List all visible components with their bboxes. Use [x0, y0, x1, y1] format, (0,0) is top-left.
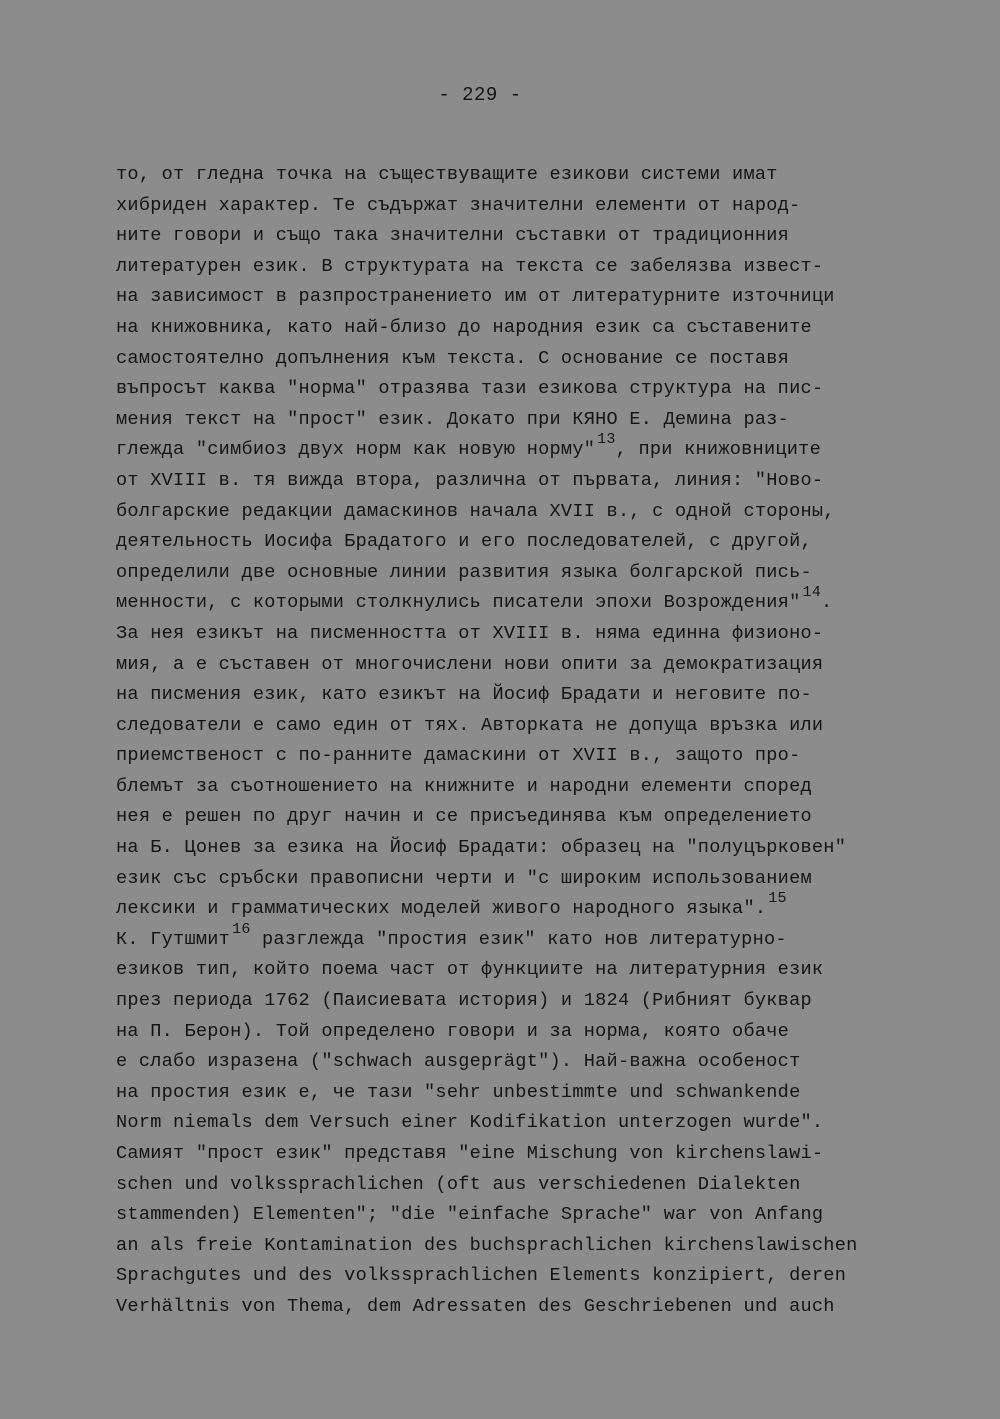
line-text: Verhältnis von Thema, dem Adressaten des Geschriebenen und auch — [116, 1295, 835, 1317]
text-line — [116, 1078, 900, 1109]
line-text: през периода 1762 (Паисиевата история) и 1824 (Рибният буквар — [116, 990, 812, 1012]
line-text: определили две основные линии развития языка болгарской пись- — [116, 561, 812, 583]
text-line — [116, 527, 900, 558]
line-text: деятельность Иосифа Брадатого и его последователей, с другой, — [116, 531, 812, 553]
text-line — [116, 1170, 900, 1201]
text-line — [116, 1139, 900, 1170]
text-line — [116, 584, 900, 619]
line-text: мия, а е съставен от многочислени нови опити за демократизация — [116, 653, 824, 675]
text-line — [116, 1047, 900, 1078]
text-line — [116, 405, 900, 436]
line-text: хибриден характер. Те съдържат значителни елементи от народ- — [116, 194, 801, 216]
line-text-continued: разглежда "простия език" като нов литературно- — [250, 928, 787, 950]
line-text: езиков тип, който поема част от функциите на литературния език — [116, 959, 824, 981]
text-line — [116, 313, 900, 344]
line-text: е слабо изразена ("schwach ausgeprägt"). Най-важна особеност — [116, 1051, 801, 1073]
footnote-marker: 16 — [232, 920, 251, 938]
line-text: на книжовника, като най-близо до народния език са съставените — [116, 316, 812, 338]
text-line — [116, 1261, 900, 1292]
footnote-marker: 14 — [802, 584, 821, 602]
text-line — [116, 650, 900, 681]
line-text: stammenden) Elementen"; "die "einfache Sprache" war von Anfang — [116, 1204, 824, 1226]
footnote-marker: 13 — [597, 431, 616, 449]
line-text: език със сръбски правописни черти и "с широким использованием — [116, 867, 812, 889]
line-text: въпросът каква "норма" отразява тази езикова структура на пис- — [116, 378, 824, 400]
line-text: мения текст на "прост" език. Докато при КЯНО Е. Демина раз- — [116, 408, 790, 430]
line-text: К. Гутшмит — [116, 928, 231, 950]
text-line — [116, 772, 900, 803]
text-line — [116, 1200, 900, 1231]
line-text: ните говори и също така значителни съставки от традиционния — [116, 225, 790, 247]
text-line — [116, 191, 900, 222]
line-text: schen und volkssprachlichen (oft aus verschiedenen Dialekten — [116, 1173, 801, 1195]
line-text: литературен език. В структурата на текста се забелязва извест- — [116, 255, 824, 277]
text-line — [116, 680, 900, 711]
text-line — [116, 920, 900, 956]
line-text: лексики и грамматических моделей живого народного языка". — [116, 898, 767, 920]
text-line — [116, 497, 900, 528]
text-line — [116, 955, 900, 986]
text-line — [116, 741, 900, 772]
line-text: глежда "симбиоз двух норм как новую норму" — [116, 439, 596, 461]
line-text: блемът за съотношението на книжните и народни елементи според — [116, 775, 812, 797]
line-text: an als freie Kontamination des buchsprachlichen kirchenslawischen — [116, 1234, 858, 1256]
line-text: Самият "прост език" представя "eine Mischung von kirchenslawi- — [116, 1143, 824, 1164]
text-line — [116, 466, 900, 497]
document-body — [116, 160, 900, 1323]
line-text: от XVIII в. тя вижда втора, различна от първата, линия: "Ново- — [116, 469, 824, 491]
line-text: то, от гледна точка на съществуващите езикови системи имат — [116, 164, 778, 185]
line-text: менности, с которыми столкнулись писатели эпохи Возрождения" — [116, 592, 801, 614]
text-line — [116, 711, 900, 742]
footnote-marker: 15 — [768, 890, 787, 908]
text-line — [116, 619, 900, 650]
line-text: на Б. Цонев за езика на Йосиф Брадати: образец на "полуцърковен" — [116, 837, 847, 859]
text-line — [116, 1108, 900, 1139]
line-text: следователи е само един от тях. Авторката не допуща връзка или — [116, 714, 824, 736]
text-line — [116, 344, 900, 375]
text-line — [116, 160, 900, 191]
line-text: на простия език е, че тази "sehr unbestimmte und schwankende — [116, 1081, 801, 1103]
line-text: нея е решен по друг начин и се присъединява към определението — [116, 806, 812, 828]
text-line — [116, 252, 900, 283]
text-line — [116, 431, 900, 466]
text-line — [116, 282, 900, 313]
text-line — [116, 1292, 900, 1323]
text-line — [116, 802, 900, 833]
line-text: на П. Берон). Той определено говори и за норма, която обаче — [116, 1020, 790, 1042]
line-text: на зависимост в разпространението им от литературните източници — [116, 286, 835, 308]
line-text: Sprachgutes und des volkssprachlichen Elements konzipiert, deren — [116, 1265, 847, 1287]
line-text: приемственост с по-ранните дамаскини от XVII в., защото про- — [116, 745, 801, 767]
text-line — [116, 1231, 900, 1262]
line-text: За нея езикът на писменността от XVIII в. няма единна физионо- — [116, 622, 824, 644]
line-text: Norm niemals dem Versuch einer Kodifikation unterzogen wurde". — [116, 1112, 824, 1134]
line-text: самостоятелно допълнения към текста. С основание се поставя — [116, 347, 790, 369]
line-text-continued: . — [821, 592, 833, 614]
text-line — [116, 221, 900, 252]
text-line — [116, 558, 900, 589]
text-line — [116, 986, 900, 1017]
page-number: - 229 - — [438, 84, 522, 106]
line-text: болгарские редакции дамаскинов начала XVII в., с одной стороны, — [116, 500, 835, 522]
text-line — [116, 1017, 900, 1048]
text-line — [116, 374, 900, 405]
line-text: на писмения език, като езикът на Йосиф Брадати и неговите по- — [116, 684, 812, 706]
text-line — [116, 833, 900, 864]
line-text-continued: , при книжовниците — [615, 439, 822, 461]
